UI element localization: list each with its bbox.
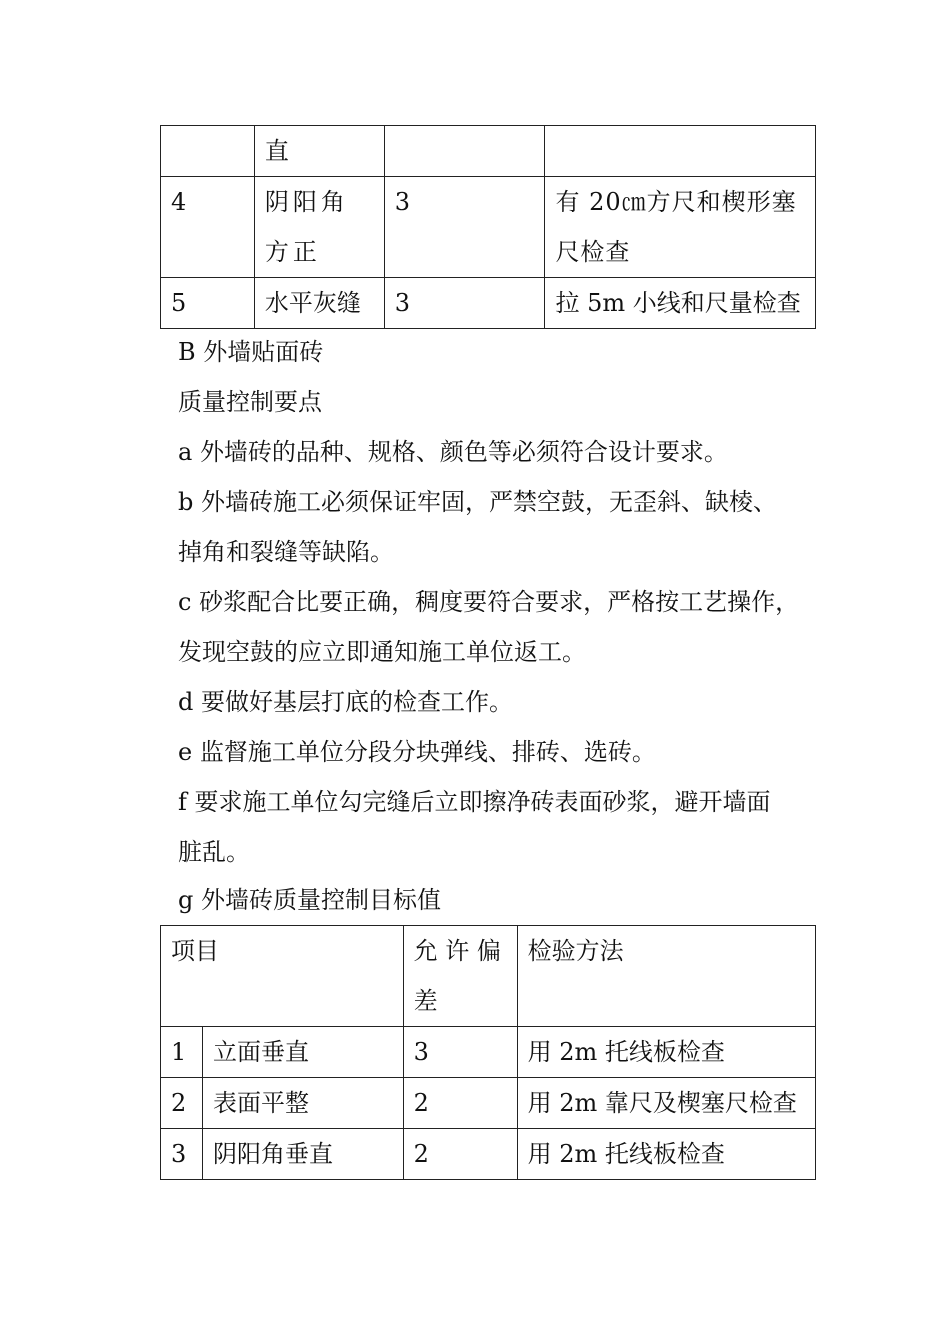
list-item-continuation: 发现空鼓的应立即通知施工单位返工。 — [178, 638, 586, 666]
list-item: d 要做好基层打底的检查工作。 — [178, 688, 513, 716]
table-row — [161, 1027, 816, 1078]
table-cell: 3 — [384, 177, 545, 278]
table-cell: 立面垂直 — [202, 1027, 403, 1078]
table-cell — [161, 126, 255, 177]
section-title: B 外墙贴面砖 — [178, 338, 324, 366]
list-item: f 要求施工单位勾完缝后立即擦净砖表面砂浆，避开墙面 — [178, 788, 771, 816]
header-tolerance-line2: 差 — [413, 987, 438, 1015]
table-cell: 水平灰缝 — [254, 278, 384, 329]
list-item: g 外墙砖质量控制目标值 — [178, 886, 441, 914]
table-cell: 3 — [384, 278, 545, 329]
table-cell — [384, 126, 545, 177]
header-cell-tolerance — [403, 926, 517, 1027]
table-cell: 2 — [403, 1078, 517, 1129]
table-cell: 2 — [403, 1129, 517, 1180]
table-cell: 阴阳角垂直 — [202, 1129, 403, 1180]
header-cell-method: 检验方法 — [517, 926, 815, 1027]
table-header-row — [161, 926, 816, 1027]
list-item: c 砂浆配合比要正确，稠度要符合要求，严格按工艺操作， — [178, 588, 800, 616]
table-cell: 用 2m 靠尺及楔塞尺检查 — [517, 1078, 815, 1129]
table-cell: 3 — [403, 1027, 517, 1078]
table-row — [161, 278, 816, 329]
table-cell — [545, 126, 816, 177]
table-row — [161, 177, 816, 278]
table-cell: 表面平整 — [202, 1078, 403, 1129]
table-cell: 阴阳角方正 — [254, 177, 384, 278]
list-item: e 监督施工单位分段分块弹线、排砖、选砖。 — [178, 738, 656, 766]
table-cell: 有 20㎝方尺和楔形塞尺检查 — [545, 177, 816, 278]
header-tolerance-line1: 允 许 偏 — [413, 937, 501, 965]
table-cell: 2 — [161, 1078, 203, 1129]
list-item-continuation: 脏乱。 — [178, 838, 250, 866]
table-cell: 4 — [161, 177, 255, 278]
table-row — [161, 1078, 816, 1129]
table-continuation — [160, 125, 816, 329]
table-cell: 直 — [254, 126, 384, 177]
table-cell: 用 2m 托线板检查 — [517, 1027, 815, 1078]
table-row — [161, 1129, 816, 1180]
table-cell: 1 — [161, 1027, 203, 1078]
quality-target-table — [160, 925, 816, 1180]
header-cell-item: 项目 — [161, 926, 404, 1027]
table-row — [161, 126, 816, 177]
table-cell: 用 2m 托线板检查 — [517, 1129, 815, 1180]
list-item: a 外墙砖的品种、规格、颜色等必须符合设计要求。 — [178, 438, 728, 466]
table-cell: 3 — [161, 1129, 203, 1180]
list-item-continuation: 掉角和裂缝等缺陷。 — [178, 538, 394, 566]
list-item: b 外墙砖施工必须保证牢固，严禁空鼓，无歪斜、缺棱、 — [178, 488, 777, 516]
table-cell: 拉 5m 小线和尺量检查 — [545, 278, 816, 329]
table-cell: 5 — [161, 278, 255, 329]
subheading: 质量控制要点 — [178, 388, 322, 416]
